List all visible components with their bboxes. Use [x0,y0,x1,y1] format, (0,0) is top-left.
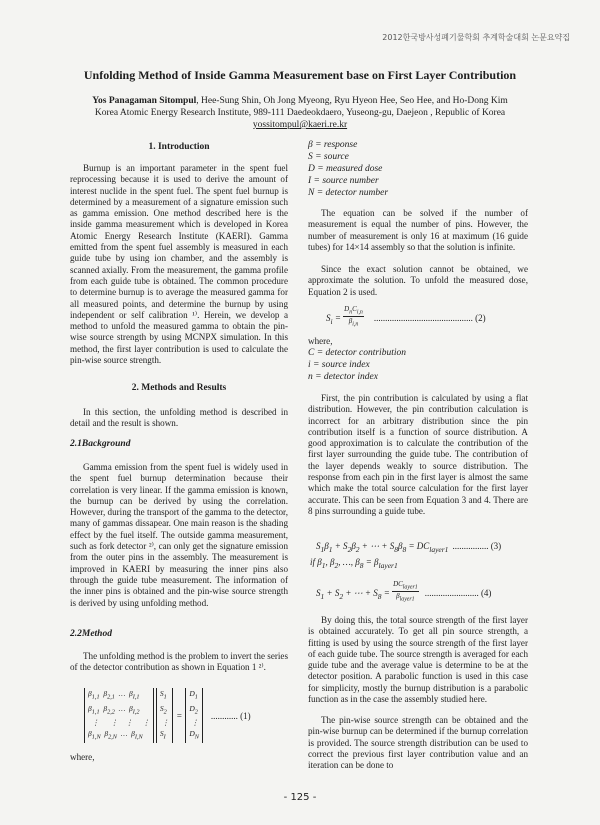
def-detector-index: n = detector index [308,372,378,382]
equation-2: $S_i$ = $\frac{D_nC_{i,n}}{\beta_{i,n}}$ ............................................ (2) [326,305,486,328]
equation-3: $S_1\beta_1 + S_2\beta_2$ + ⋯ + $S_8\beta_8 = DC_{layer1}$ ................ (3) [316,541,502,554]
equation-3-number: ................ (3) [452,541,502,551]
background-paragraph: Gamma emission from the spent fuel is widely used in the spent fuel burnup determination because their correlation is very linear. If the gamma emission is known, the burnup can be derived by using the correlation. However, during the transport of the gamma to the detector, many of gammas dissapear. One main reason is the shading effect by the fuel itself. The outside gamma measurement, such as fork detector ²⁾, can only get the signature emission from the outer pins in the assembly. The measurement is improved in KAERI by measuring the inner pins also through the guide tube measurement. The information of the inner pins is obtained and the pin-wise source strength is derived by using unfolding method. [70,462,288,608]
fitting-paragraph: By doing this, the total source strength of the first layer is obtained accurately. To get all pin source strength, a fitting is used by using the source strength of the first layer of each guide tube. The source strength is averaged for each guide tube and the average value is determine to be at the detector position. A parabolic function is used in this case for simplicity, mostly the burnup distribution is a parabolic function as in the case the assembly studied here. [308,615,528,705]
first-layer-paragraph: First, the pin contribution is calculated by using a flat distribution. However, the pin contribution calculation is incorrect for an arbitrary distribution since the pin contribution itself is a function of source distribution. A good approximation is to calculate the contribution of the first layer surrounding the guide tube. The contribution of the layer depends weakly to source distribution. The response from each pin in the first layer is almost the same which make the total source calculation for the first layer accurate. This can be seen from Equation 3 and 4. There are 8 pins surrounding a guide tube. [308,393,528,516]
def-source: S = source [308,152,349,162]
def-source-index: i = source index [308,360,370,370]
def-detector-number: N = detector number [308,188,389,198]
conference-header: 2012한국방사성폐기물학회 추계학술대회 논문요약집 [382,33,570,42]
equation-1: $\beta_{1,1}$ $\beta_{2,1}$ … $\beta_{I,1}$ $\beta_{1,1}$ $\beta_{2,2}$ … $\beta_{I,2}$ ⋮ ⋮ ⋮ ⋮ $\beta_{1,N}$ $\beta_{2,N}$ … $\beta_{I,N}$ $S_1$ $S_2$ ⋮ $S_I$ = $D_1$ $D_2$ ⋮ $D_N$ ............ (1) [84,688,294,743]
co-authors: , Hee-Sung Shin, Oh Jong Myeong, Ryu Hyeon Hee, Seo Hee, and Ho-Dong Kim [196,96,508,106]
def-detector-contribution: C = detector contribution [308,348,406,358]
introduction-paragraph: Burnup is an important parameter in the spent fuel reprocessing because it is used to derive the amount of interest nuclide in the spent fuel. The spent fuel burnup is determined by a measurement of a signature emission such as gamma emission. One method described here is the inside gamma measurement which is developed in Korea Atomic Energy Research Institute (KAERI). Gamma emitted from the spent fuel assembly is measured in each guide tube by using ion chamber, and the assembly is scanned axially. From the measurement, the gamma profile from each guide tube is obtained. The common procedure to determine burnup is to average the measured gamma for all measured points, and determine the burnup by using independent or self calibration ¹⁾. Herein, we develop a method to unfold the measured gamma to obtain the pin-wise source strength by using MCNPX simulation. In this method, the first layer contribution is used to calculate the pin-wise source strength. [70,163,288,366]
approximation-paragraph: Since the exact solution cannot be obtained, we approximate the solution. To unfold the measured dose, Equation 2 is used. [308,264,528,297]
equation-4-fraction: $\frac{DC_{layer1}}{\beta_{layer1}}$ [393,580,418,603]
equation-3-condition: if $\beta_1$, $\beta_2$, …, $\beta_8 = \beta_{layer1}$ [310,557,398,570]
response-matrix: $\beta_{1,1}$ $\beta_{2,1}$ … $\beta_{I,1}$ $\beta_{1,1}$ $\beta_{2,2}$ … $\beta_{I,2}$ ⋮ ⋮ ⋮ ⋮ $\beta_{1,N}$ $\beta_{2,N}$ … $\beta_{I,N}$ [84,688,154,743]
dose-vector: $D_1$ $D_2$ ⋮ $D_N$ [185,688,203,743]
subsection-method-heading: 2.2Method [70,629,112,639]
author-block [0,95,600,131]
section-introduction-heading: 1. Introduction [148,142,210,152]
where-label-right: where, [308,336,333,346]
equation-4: $S_1 + S_2$ + ⋯ + $S_8$ = $\frac{DC_{layer1}}{\beta_{layer1}}$ ........................ (4) [316,580,492,603]
affiliation: Korea Atomic Energy Research Institute, 989-111 Daedeokdaero, Yuseong-gu, Daejeon , Republic of Korea [94,108,506,118]
definition-list-1 [308,139,528,199]
methods-paragraph: In this section, the unfolding method is described in detail and the result is shown. [70,407,288,429]
def-measured-dose: D = measured dose [308,164,383,174]
equation-2-fraction: $\frac{D_nC_{i,n}}{\beta_{i,n}}$ [344,305,363,328]
section-methods-heading: 2. Methods and Results [131,383,227,393]
source-vector: $S_1$ $S_2$ ⋮ $S_I$ [156,688,173,743]
page-number: - 125 - [283,792,317,803]
equation-4-number: ........................ (4) [424,587,492,598]
definition-list-2 [308,347,528,383]
method-paragraph: The unfolding method is the problem to invert the series of the detector contribution as shown in Equation 1 ²⁾. [70,651,288,673]
pinwise-paragraph: The pin-wise source strength can be obtained and the pin-wise burnup can be determined if the burnup correlation is provided. The source strength distribution can be used to correct the previous first layer contribution value and an iteration can be done to [308,715,528,771]
def-source-number: I = source number [308,176,379,186]
subsection-background-heading: 2.1Background [70,439,131,449]
author-email[interactable]: yossitompul@kaeri.re.kr [252,120,348,130]
lead-author: Yos Panagaman Sitompul [92,96,197,106]
where-label-left: where, [70,752,95,762]
equation-1-number: ............ (1) [210,710,251,721]
solution-paragraph: The equation can be solved if the number of measurement is equal the number of pins. However, the number of measurement is only 16 at maximum (16 guide tubes) for 14×14 assembly so that the solution is infinite. [308,208,528,252]
paper-title: Unfolding Method of Inside Gamma Measurement base on First Layer Contribution [83,68,517,82]
equation-2-number: ............................................ (2) [373,312,486,323]
def-response: β = response [308,140,358,150]
